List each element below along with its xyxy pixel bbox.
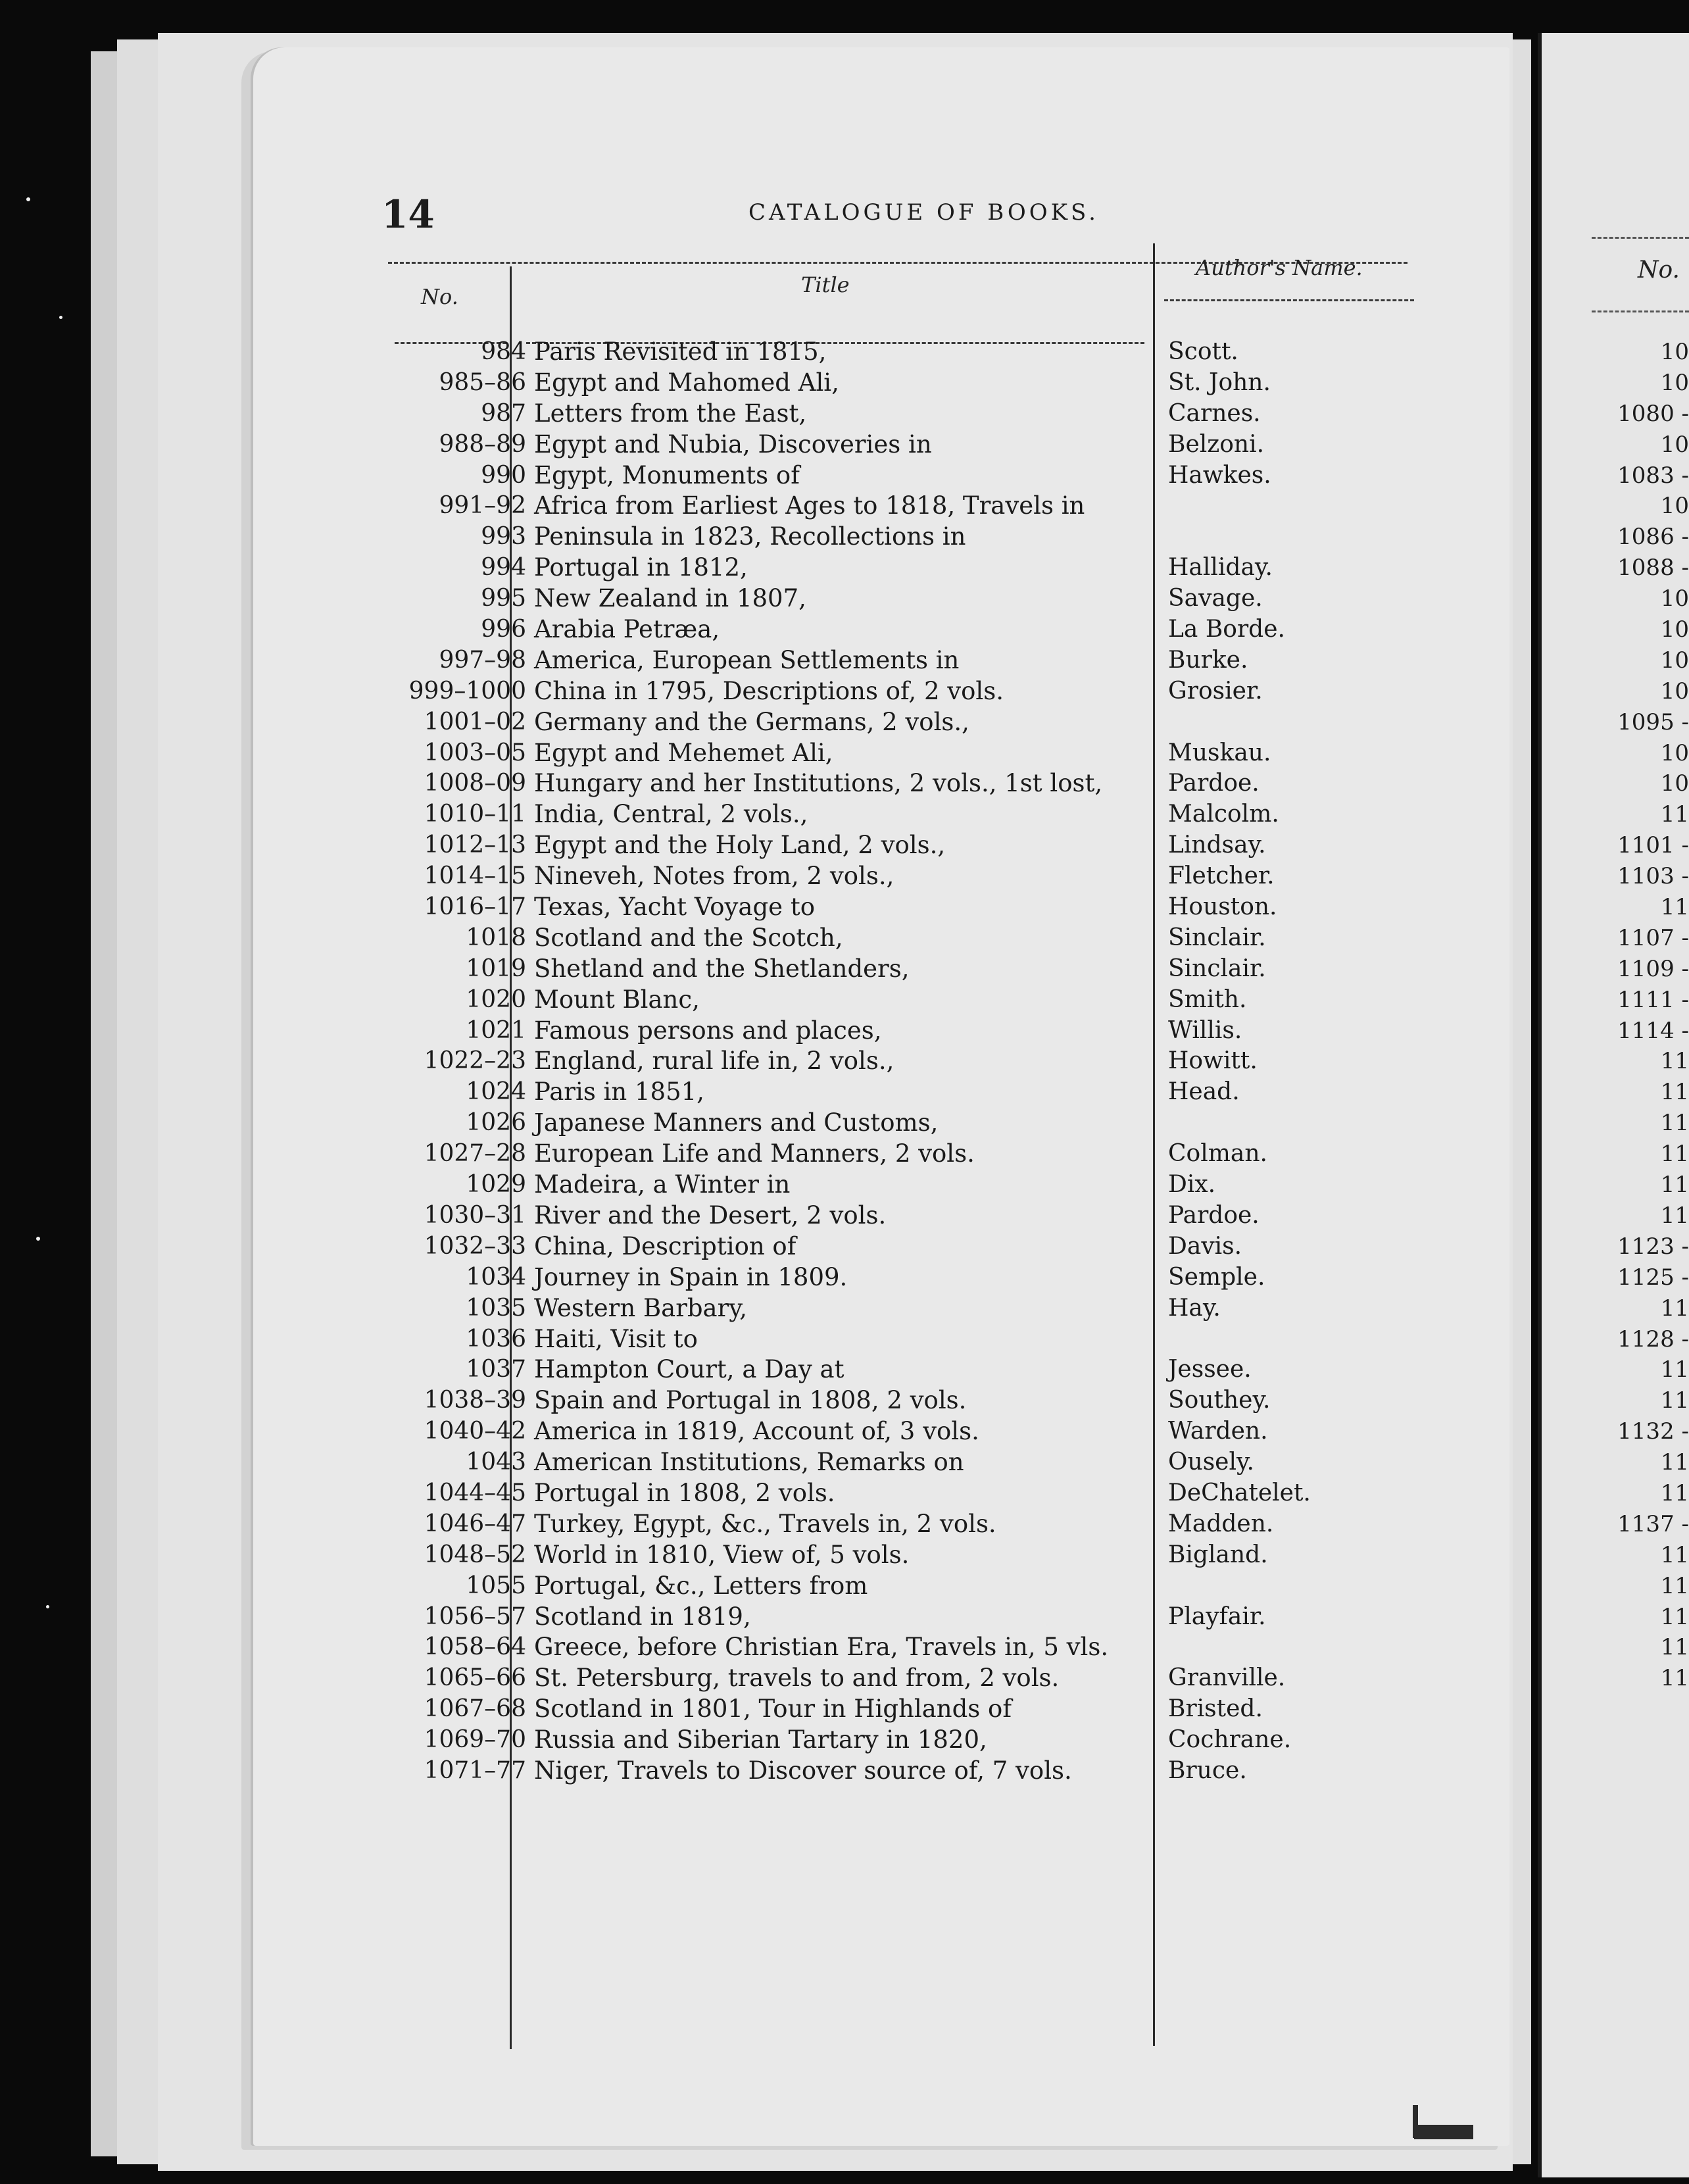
entry-author: Scott. [1168, 338, 1238, 365]
catalogue-entry [368, 707, 1421, 738]
facing-page-number: 1080 - [1617, 400, 1689, 427]
facing-page-column-header: No. [1638, 257, 1680, 284]
catalogue-entry [368, 1262, 1421, 1293]
facing-page-number: 10 [1660, 770, 1689, 797]
column-header-author: Author's Name. [1196, 255, 1363, 280]
entry-title: Greece, before Christian Era, Travels in, 5 vls. [534, 1633, 1109, 1662]
entry-author: Carnes. [1168, 399, 1261, 427]
catalogue-entry [368, 861, 1421, 892]
entry-author: Savage. [1168, 585, 1263, 612]
catalogue-entry [368, 430, 1421, 460]
entry-author: Bruce. [1168, 1756, 1247, 1784]
entry-number: 988–89 [439, 430, 526, 458]
entry-author: Head. [1168, 1078, 1240, 1106]
dust-speck [46, 1605, 49, 1608]
facing-page-number: 1095 - [1617, 708, 1689, 735]
catalogue-entry [368, 368, 1421, 399]
catalogue-entry [368, 985, 1421, 1016]
facing-page-top-rule [1592, 237, 1689, 239]
facing-page-number: 1086 - [1617, 524, 1689, 551]
entry-title: China, Description of [534, 1231, 796, 1260]
entry-title: Portugal in 1812, [534, 553, 748, 582]
entry-author: Burke. [1168, 646, 1248, 674]
entry-author: Colman. [1168, 1140, 1267, 1168]
catalogue-entry [368, 830, 1421, 861]
binding-tab-edge [1413, 2105, 1418, 2138]
entry-number: 1069–70 [424, 1726, 526, 1754]
facing-page-number: 11 [1660, 1048, 1689, 1075]
entry-title: England, rural life in, 2 vols., [534, 1047, 894, 1076]
entry-title: Letters from the East, [534, 399, 807, 428]
facing-page-number: 11 [1660, 1141, 1689, 1168]
entry-number: 1012–13 [424, 831, 526, 859]
facing-page-number: 11 [1660, 1449, 1689, 1476]
facing-page-number: 1088 - [1617, 555, 1689, 582]
entry-number: 1058–64 [424, 1633, 526, 1661]
entry-number: 1022–23 [424, 1047, 526, 1075]
facing-page-number: 11 [1660, 1665, 1689, 1692]
entry-author: Bigland. [1168, 1541, 1268, 1568]
entry-title: Scotland in 1819, [534, 1602, 751, 1631]
catalogue-entry [368, 1571, 1421, 1602]
facing-page-number: 11 [1660, 894, 1689, 921]
entry-title: Scotland and the Scotch, [534, 923, 843, 952]
facing-page-number: 1111 - [1617, 986, 1689, 1013]
entry-title: Japanese Manners and Customs, [534, 1108, 939, 1137]
entry-number: 1014–15 [424, 862, 526, 890]
facing-page-number: 10 [1660, 678, 1689, 705]
entry-number: 994 [481, 554, 526, 582]
facing-page-number: 10 [1660, 739, 1689, 766]
entry-title: Spain and Portugal in 1808, 2 vols. [534, 1386, 967, 1415]
entry-author: La Borde. [1168, 616, 1285, 643]
entry-author: Hawkes. [1168, 461, 1271, 489]
entry-author: Malcolm. [1168, 801, 1279, 828]
facing-page-number: 10 [1660, 647, 1689, 674]
entry-number: 1020 [466, 985, 526, 1013]
entry-title: Western Barbary, [534, 1293, 748, 1322]
catalogue-entry [368, 583, 1421, 614]
entry-author: Howitt. [1168, 1047, 1258, 1075]
entry-author: Muskau. [1168, 739, 1271, 766]
facing-page-number: 1132 - [1617, 1418, 1689, 1445]
entry-title: Egypt and Mahomed Ali, [534, 368, 839, 397]
entry-title: Egypt, Monuments of [534, 460, 800, 489]
entry-author: DeChatelet. [1168, 1479, 1311, 1506]
catalogue-entry [368, 1509, 1421, 1540]
catalogue-entry [368, 1293, 1421, 1324]
entry-title: Russia and Siberian Tartary in 1820, [534, 1725, 987, 1754]
entry-author: Granville. [1168, 1664, 1286, 1692]
entry-author: Cochrane. [1168, 1726, 1292, 1754]
entry-number: 991–92 [439, 492, 526, 520]
entry-title: New Zealand in 1807, [534, 584, 806, 613]
catalogue-entry [368, 1602, 1421, 1633]
entry-author: Jessee. [1168, 1356, 1252, 1383]
catalogue-entry [368, 1077, 1421, 1108]
entry-title: Portugal in 1808, 2 vols. [534, 1478, 835, 1507]
entry-number: 1010–11 [424, 801, 526, 828]
catalogue-entry [368, 799, 1421, 830]
catalogue-entry [368, 491, 1421, 522]
facing-page-number: 11 [1660, 801, 1689, 828]
entry-number: 1056–57 [424, 1602, 526, 1630]
entry-author: St. John. [1168, 368, 1271, 396]
catalogue-entry [368, 954, 1421, 985]
catalogue-entry [368, 1201, 1421, 1231]
entry-author: Sinclair. [1168, 924, 1266, 951]
entry-number: 1024 [466, 1078, 526, 1106]
catalogue-entry [368, 460, 1421, 491]
facing-page-number: 1128 - [1617, 1326, 1689, 1353]
facing-page-number: 11 [1660, 1634, 1689, 1661]
catalogue-entry [368, 1354, 1421, 1385]
entry-title: Scotland in 1801, Tour in Highlands of [534, 1695, 1012, 1724]
entry-title: Madeira, a Winter in [534, 1170, 791, 1199]
entry-author: Madden. [1168, 1510, 1274, 1537]
catalogue-entry [368, 1478, 1421, 1509]
entry-number: 1018 [466, 924, 526, 951]
entry-number: 1021 [466, 1016, 526, 1044]
facing-page-number: 11 [1660, 1202, 1689, 1229]
catalogue-entry [368, 399, 1421, 430]
entry-number: 984 [481, 338, 526, 365]
entry-number: 1071–77 [424, 1756, 526, 1784]
entry-title: Africa from Earliest Ages to 1818, Travels in [534, 491, 1085, 520]
entry-author: Willis. [1168, 1016, 1242, 1044]
header-rule-author [1164, 299, 1414, 301]
facing-page-number: 11 [1660, 1572, 1689, 1599]
facing-page-number: 1114 - [1617, 1017, 1689, 1044]
catalogue-entry [368, 1632, 1421, 1663]
entry-title: Hampton Court, a Day at [534, 1355, 844, 1384]
entry-author: Ousely. [1168, 1449, 1254, 1476]
facing-page-number: 10 [1660, 493, 1689, 520]
catalogue-entries [368, 337, 1421, 1787]
entry-number: 1034 [466, 1263, 526, 1291]
entry-number: 1036 [466, 1325, 526, 1353]
page-number: 14 [381, 192, 435, 237]
entry-author: Sinclair. [1168, 955, 1266, 982]
catalogue-entry [368, 768, 1421, 799]
entry-title: Hungary and her Institutions, 2 vols., 1st lost, [534, 769, 1103, 798]
catalogue-entry [368, 1170, 1421, 1201]
entry-author: Bristed. [1168, 1695, 1263, 1723]
entry-title: China in 1795, Descriptions of, 2 vols. [534, 676, 1004, 705]
entry-number: 1029 [466, 1171, 526, 1199]
catalogue-entry [368, 1046, 1421, 1077]
entry-title: Egypt and Mehemet Ali, [534, 738, 833, 767]
catalogue-entry [368, 1694, 1421, 1725]
entry-author: Houston. [1168, 893, 1277, 921]
entry-title: Paris Revisited in 1815, [534, 337, 827, 366]
entry-number: 1019 [466, 955, 526, 982]
catalogue-entry [368, 1139, 1421, 1170]
entry-author: Fletcher. [1168, 862, 1275, 890]
facing-page-number: 11 [1660, 1479, 1689, 1506]
entry-number: 1026 [466, 1109, 526, 1137]
entry-title: Nineveh, Notes from, 2 vols., [534, 862, 894, 891]
catalogue-entry [368, 645, 1421, 676]
facing-page-number: 10 [1660, 585, 1689, 612]
entry-number: 1038–39 [424, 1387, 526, 1414]
facing-page-number: 1103 - [1617, 863, 1689, 890]
entry-number: 1008–09 [424, 770, 526, 797]
entry-number: 1067–68 [424, 1695, 526, 1723]
entry-number: 1044–45 [424, 1479, 526, 1506]
running-header: CATALOGUE OF BOOKS. [748, 199, 1099, 226]
entry-title: World in 1810, View of, 5 vols. [534, 1540, 910, 1569]
entry-title: Egypt and the Holy Land, 2 vols., [534, 831, 946, 860]
catalogue-entry [368, 1108, 1421, 1139]
entry-title: St. Petersburg, travels to and from, 2 vols. [534, 1664, 1060, 1693]
entry-title: River and the Desert, 2 vols. [534, 1201, 887, 1229]
dust-speck [59, 316, 62, 319]
entry-number: 993 [481, 523, 526, 551]
binding-tab [1414, 2125, 1473, 2139]
entry-number: 1048–52 [424, 1541, 526, 1568]
entry-author: Hay. [1168, 1294, 1221, 1322]
catalogue-entry [368, 522, 1421, 553]
catalogue-entry [368, 1447, 1421, 1478]
entry-author: Smith. [1168, 985, 1247, 1013]
entry-title: European Life and Manners, 2 vols. [534, 1139, 975, 1168]
entry-author: Warden. [1168, 1418, 1268, 1445]
catalogue-entry [368, 1385, 1421, 1416]
catalogue-entry [368, 1416, 1421, 1447]
entry-title: Germany and the Germans, 2 vols., [534, 707, 969, 736]
facing-page-number: 1101 - [1617, 832, 1689, 859]
catalogue-entry [368, 738, 1421, 769]
column-header-no: No. [421, 284, 458, 309]
entry-title: Egypt and Nubia, Discoveries in [534, 430, 932, 459]
catalogue-entry [368, 1016, 1421, 1047]
catalogue-entry [368, 1756, 1421, 1787]
entry-title: Famous persons and places, [534, 1016, 882, 1045]
entry-number: 1003–05 [424, 739, 526, 766]
dust-speck [36, 1237, 40, 1241]
entry-number: 987 [481, 399, 526, 427]
entry-number: 1027–28 [424, 1140, 526, 1168]
catalogue-entry [368, 553, 1421, 583]
entry-number: 990 [481, 461, 526, 489]
facing-page-number: 1107 - [1617, 924, 1689, 951]
facing-page-number: 10 [1660, 369, 1689, 396]
entry-title: America in 1819, Account of, 3 vols. [534, 1417, 979, 1446]
entry-author: Grosier. [1168, 677, 1263, 705]
entry-title: Journey in Spain in 1809. [534, 1262, 848, 1291]
entry-title: Portugal, &c., Letters from [534, 1571, 868, 1600]
catalogue-entry [368, 892, 1421, 923]
entry-title: Haiti, Visit to [534, 1324, 698, 1353]
facing-page-number: 1125 - [1617, 1264, 1689, 1291]
facing-page-number: 11 [1660, 1110, 1689, 1137]
entry-title: Turkey, Egypt, &c., Travels in, 2 vols. [534, 1509, 996, 1538]
facing-page-number: 1123 - [1617, 1233, 1689, 1260]
facing-page-number: 11 [1660, 1603, 1689, 1630]
entry-title: Paris in 1851, [534, 1078, 704, 1106]
entry-author: Pardoe. [1168, 1201, 1260, 1229]
catalogue-entry [368, 1540, 1421, 1571]
entry-title: Mount Blanc, [534, 985, 700, 1014]
entry-author: Belzoni. [1168, 430, 1265, 458]
catalogue-entry [368, 1324, 1421, 1355]
entry-number: 1035 [466, 1294, 526, 1322]
catalogue-entry [368, 1231, 1421, 1262]
entry-author: Pardoe. [1168, 770, 1260, 797]
entry-title: Peninsula in 1823, Recollections in [534, 522, 966, 551]
facing-page-number: 11 [1660, 1356, 1689, 1383]
entry-number: 996 [481, 616, 526, 643]
facing-page-number: 11 [1660, 1541, 1689, 1568]
entry-number: 995 [481, 585, 526, 612]
entry-number: 999–1000 [408, 677, 526, 705]
entry-title: America, European Settlements in [534, 645, 960, 674]
entry-number: 1040–42 [424, 1418, 526, 1445]
facing-page-number: 1109 - [1617, 955, 1689, 982]
entry-author: Semple. [1168, 1263, 1265, 1291]
column-header-title: Title [801, 272, 850, 297]
entry-number: 1032–33 [424, 1232, 526, 1260]
facing-page-number-list [1598, 337, 1689, 1694]
entry-number: 1065–66 [424, 1664, 526, 1692]
facing-page-number: 10 [1660, 616, 1689, 643]
facing-page-number: 11 [1660, 1079, 1689, 1106]
entry-author: Lindsay. [1168, 831, 1266, 859]
dust-speck [26, 197, 30, 201]
facing-page-number: 11 [1660, 1172, 1689, 1199]
entry-number: 1030–31 [424, 1201, 526, 1229]
facing-page-number: 11 [1660, 1295, 1689, 1322]
facing-page-number: 10 [1660, 339, 1689, 365]
entry-author: Davis. [1168, 1232, 1242, 1260]
entry-number: 997–98 [439, 646, 526, 674]
facing-page-number: 1083 - [1617, 462, 1689, 489]
entry-author: Playfair. [1168, 1602, 1266, 1630]
entry-title: India, Central, 2 vols., [534, 800, 808, 829]
facing-page-header-rule [1592, 310, 1689, 312]
entry-author: Southey. [1168, 1387, 1271, 1414]
catalogue-entry [368, 1663, 1421, 1694]
entry-number: 1046–47 [424, 1510, 526, 1537]
entry-number: 1055 [466, 1572, 526, 1599]
facing-page-number: 1137 - [1617, 1510, 1689, 1537]
entry-title: Arabia Petræa, [534, 615, 720, 644]
facing-page-number: 10 [1660, 431, 1689, 458]
entry-author: Halliday. [1168, 554, 1273, 582]
entry-number: 985–86 [439, 368, 526, 396]
catalogue-entry [368, 1725, 1421, 1756]
catalogue-entry [368, 337, 1421, 368]
catalogue-entry [368, 614, 1421, 645]
catalogue-entry [368, 676, 1421, 707]
entry-number: 1016–17 [424, 893, 526, 921]
entry-title: Niger, Travels to Discover source of, 7 vols. [534, 1756, 1072, 1785]
entry-author: Dix. [1168, 1171, 1216, 1199]
entry-number: 1037 [466, 1356, 526, 1383]
entry-title: Shetland and the Shetlanders, [534, 954, 910, 983]
entry-title: Texas, Yacht Voyage to [534, 893, 815, 922]
entry-number: 1001–02 [424, 708, 526, 735]
facing-page-number: 11 [1660, 1387, 1689, 1414]
catalogue-entry [368, 923, 1421, 954]
entry-title: American Institutions, Remarks on [534, 1448, 964, 1477]
entry-number: 1043 [466, 1449, 526, 1476]
